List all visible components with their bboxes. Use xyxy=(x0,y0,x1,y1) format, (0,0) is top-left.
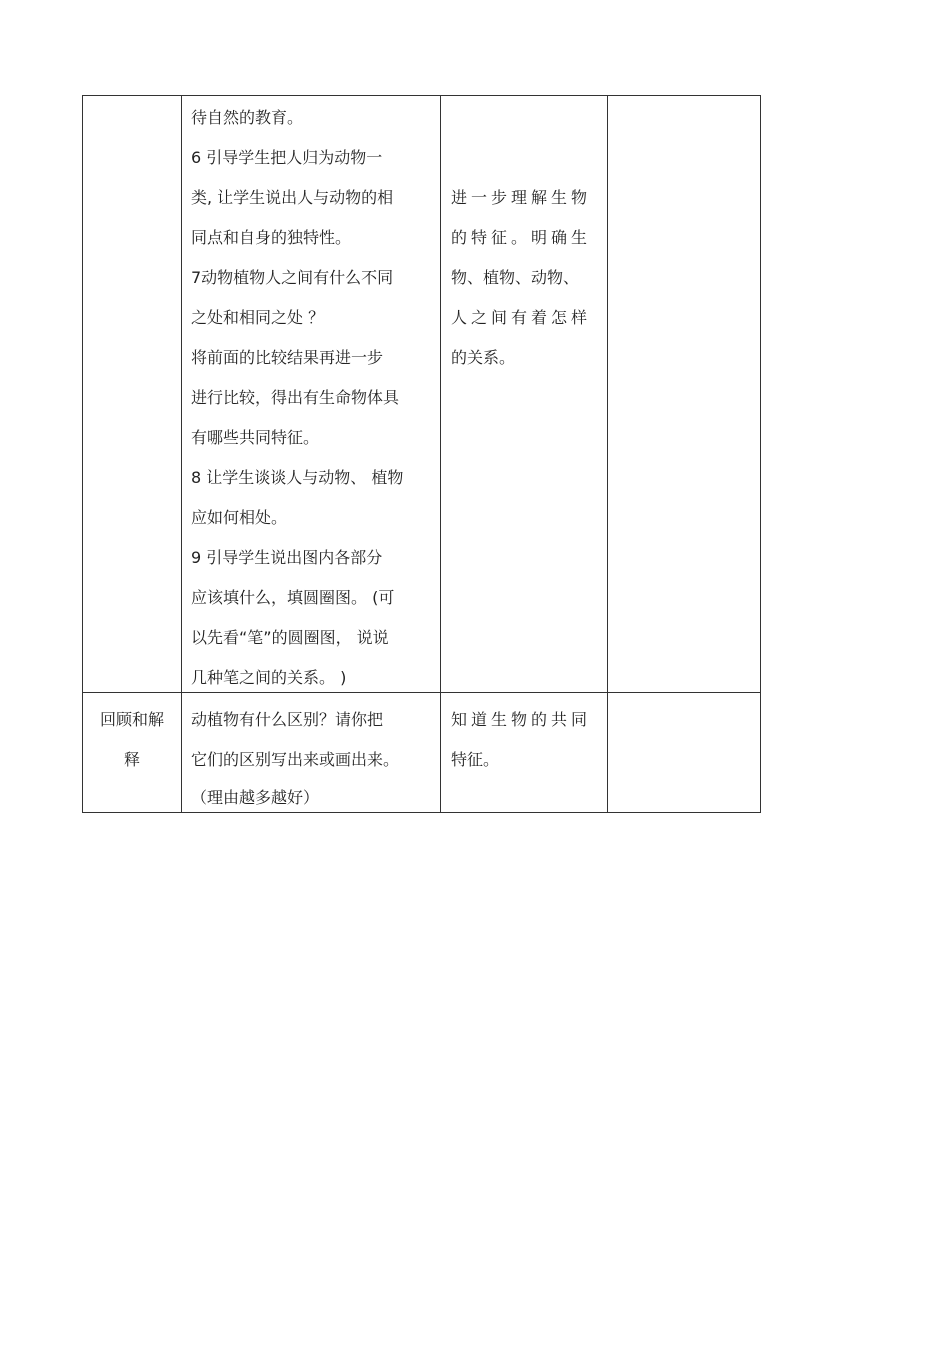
activity-line: 进行比较，得出有生命物体具 xyxy=(191,388,400,407)
activity-line: 有哪些共同特征。 xyxy=(191,428,320,447)
activity-line: 它们的区别写出来或画出来。 xyxy=(191,750,400,769)
activity-line: 8 让学生谈谈人与动物、 植物 xyxy=(191,468,404,487)
row2-stage-cell xyxy=(83,700,181,780)
objective-line: 的关系。 xyxy=(451,348,516,367)
column-divider xyxy=(181,96,182,812)
stage-line: 回顾和解 xyxy=(99,710,164,729)
activity-line: 同点和自身的独特性。 xyxy=(191,228,352,247)
activity-line: 应该填什么，填圆圈图。 (可 xyxy=(191,588,395,607)
activity-line: 9 引导学生说出图内各部分 xyxy=(191,548,383,567)
column-divider xyxy=(440,96,441,812)
activity-line: 待自然的教育。 xyxy=(191,108,304,127)
objective-line: 的特征。明确生 xyxy=(451,228,592,247)
activity-line: 将前面的比较结果再进一步 xyxy=(191,348,384,367)
objective-line: 物、植物、动物、 xyxy=(451,268,580,287)
activity-line: 7动物植物人之间有什么不同 xyxy=(191,268,394,287)
row-divider xyxy=(83,692,760,693)
activity-line: 动植物有什么区别？请你把 xyxy=(191,710,384,729)
objective-line: 进一步理解生物 xyxy=(451,188,592,207)
row1-activities-cell xyxy=(191,98,403,698)
activity-line: 类, 让学生说出人与动物的相 xyxy=(191,188,394,207)
lesson-plan-table xyxy=(82,95,761,813)
activity-line: （理由越多越好） xyxy=(191,788,320,807)
activity-line: 应如何相处。 xyxy=(191,508,288,527)
activity-line: 6 引导学生把人归为动物一 xyxy=(191,148,383,167)
objective-line: 人之间有着怎样 xyxy=(451,308,592,327)
row2-activities-cell xyxy=(191,700,399,816)
activity-line: 之处和相同之处 ？ xyxy=(191,308,325,327)
activity-line: 以先看“笔”的圆圈图， 说说 xyxy=(191,628,389,647)
objective-line: 特征。 xyxy=(451,750,500,769)
row2-objective-cell xyxy=(451,700,591,780)
objective-line: 知道生物的共同 xyxy=(451,710,592,729)
column-divider xyxy=(607,96,608,812)
stage-line: 释 xyxy=(123,750,140,769)
activity-line: 几种笔之间的关系。 ) xyxy=(191,668,347,687)
row1-objective-cell xyxy=(451,178,591,378)
